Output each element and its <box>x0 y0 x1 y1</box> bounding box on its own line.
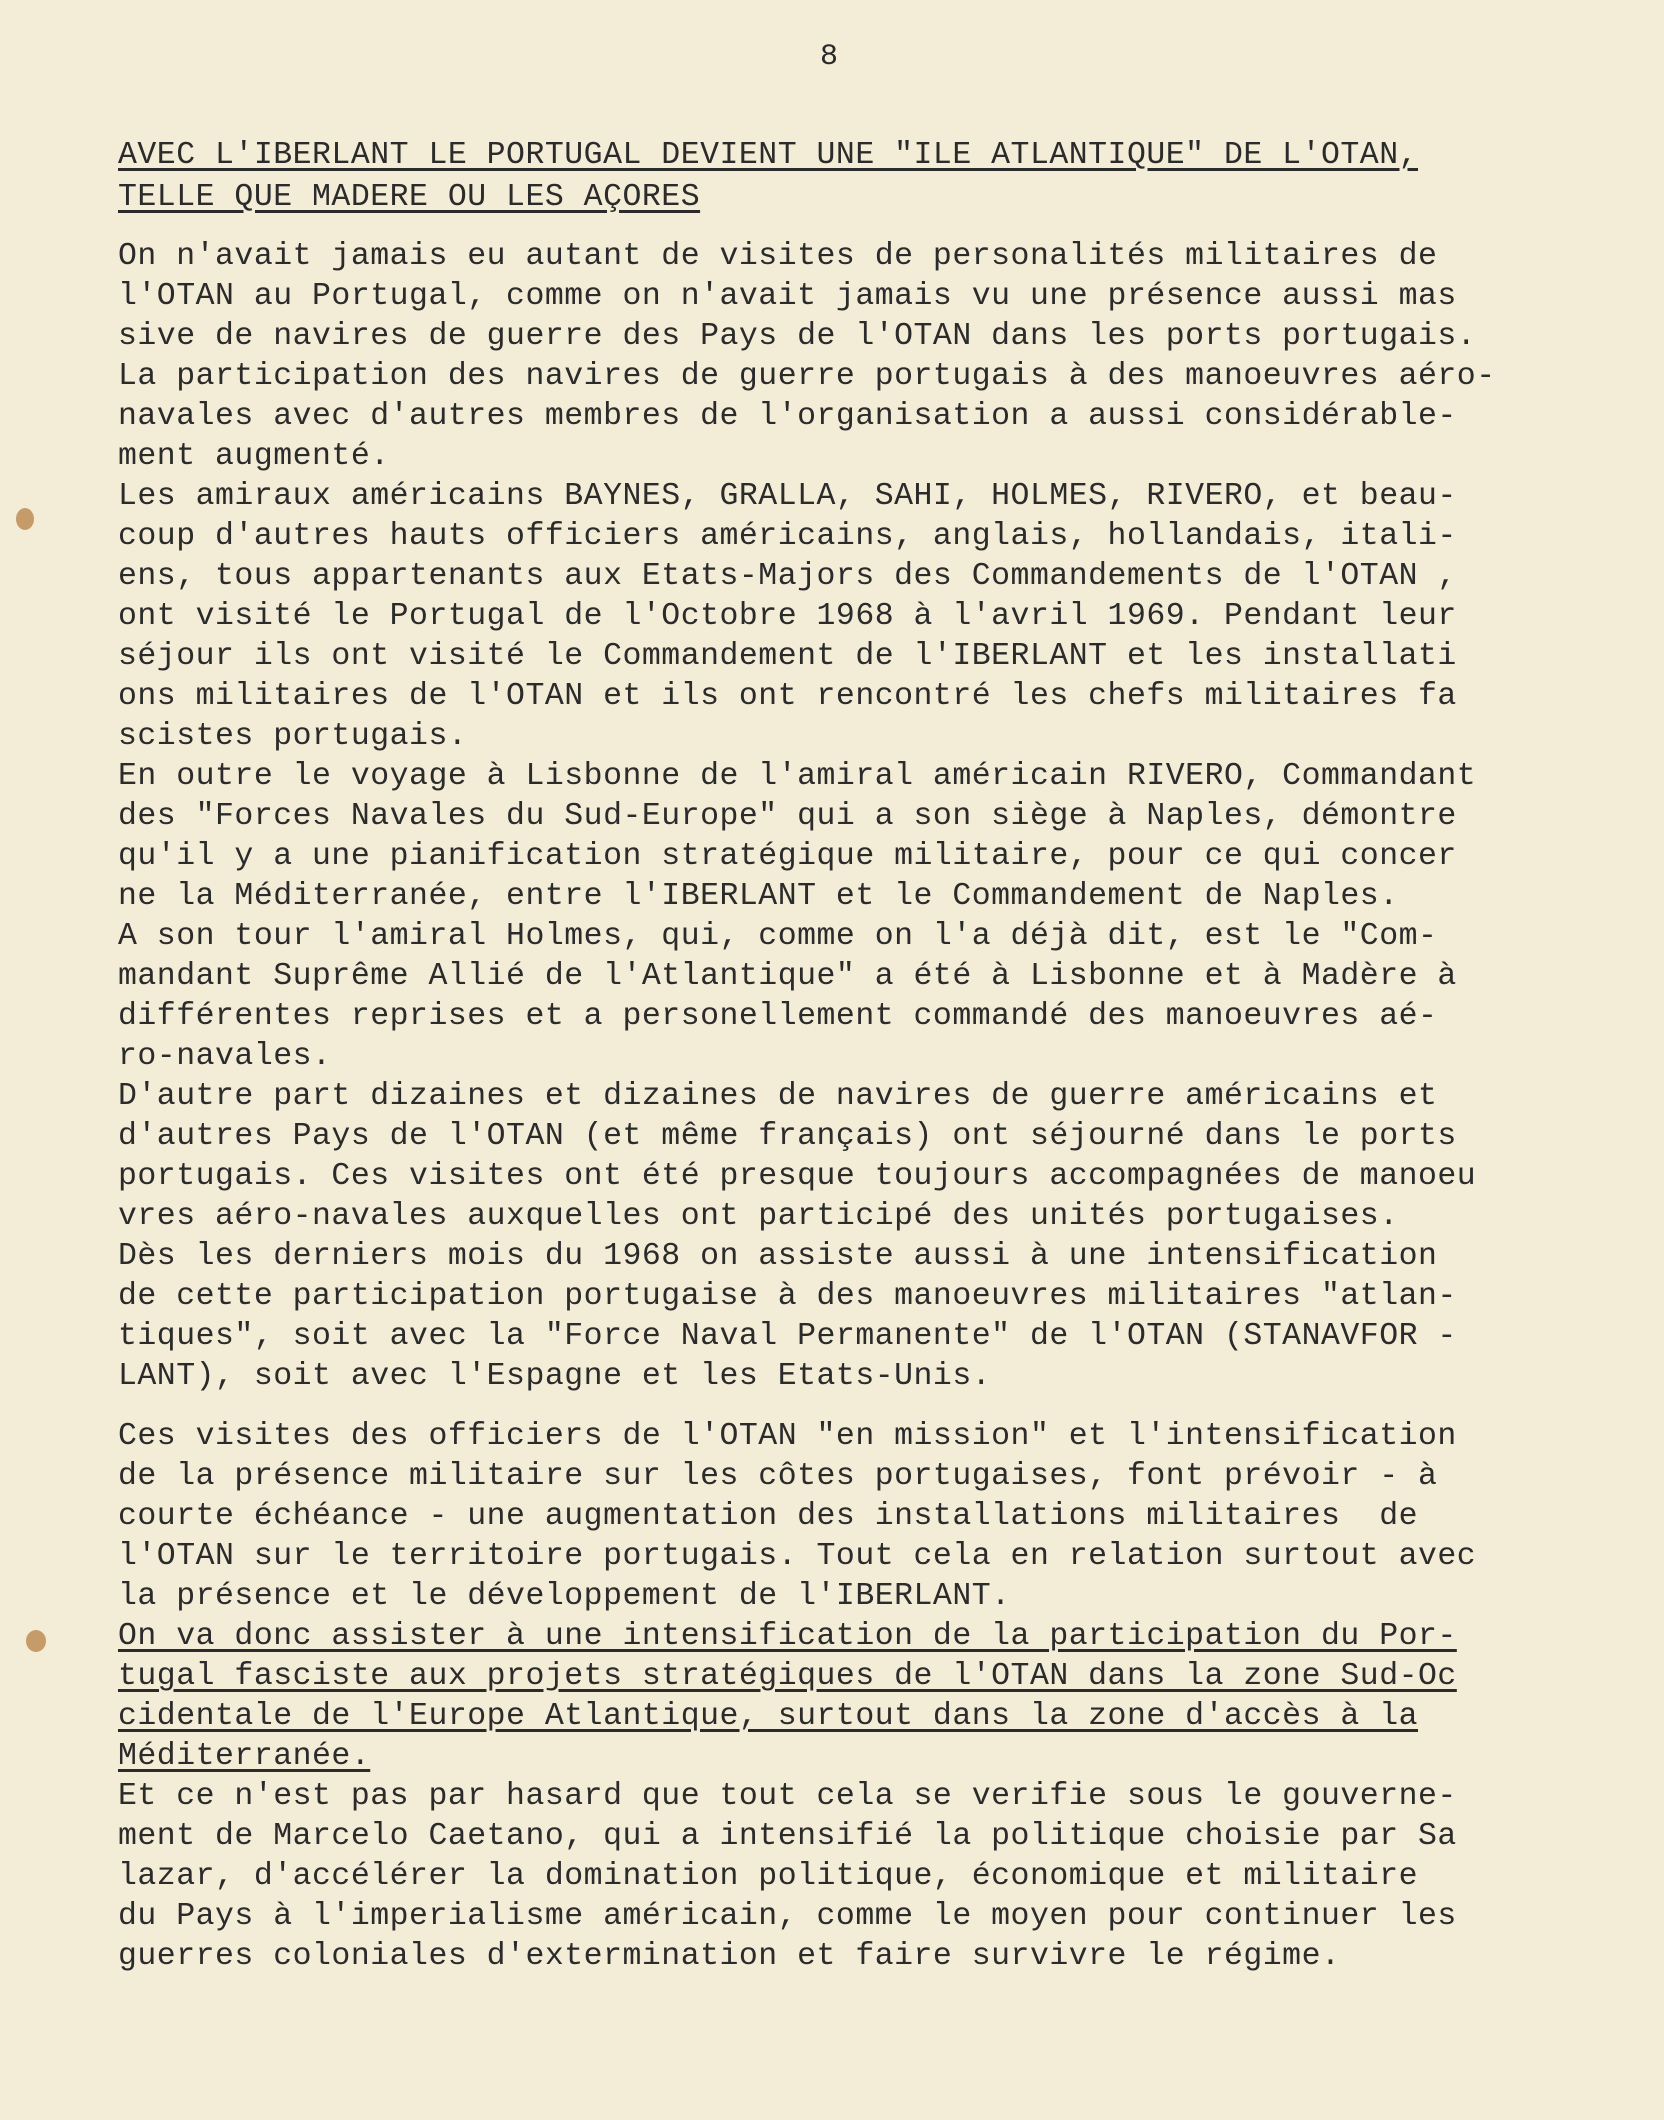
text-line: de la présence militaire sur les côtes portugaises, font prévoir - à <box>118 1459 1438 1494</box>
text-line: coup d'autres hauts officiers américains, anglais, hollandais, itali- <box>118 519 1457 554</box>
paragraph-2-underlined <box>118 1617 1568 1777</box>
text-line: mandant Suprême Allié de l'Atlantique" a été à Lisbonne et à Madère à <box>118 959 1457 994</box>
text-line: ons militaires de l'OTAN et ils ont rencontré les chefs militaires fa <box>118 679 1457 714</box>
text-line: vres aéro-navales auxquelles ont participé des unités portugaises. <box>118 1199 1399 1234</box>
text-line: différentes reprises et a personellement commandé des manoeuvres aé- <box>118 999 1438 1034</box>
text-line: Et ce n'est pas par hasard que tout cela se verifie sous le gouverne- <box>118 1779 1457 1814</box>
text-line: la présence et le développement de l'IBERLANT. <box>118 1579 1011 1614</box>
text-line: cidentale de l'Europe Atlantique, surtout dans la zone d'accès à la <box>118 1699 1419 1734</box>
text-line: Méditerranée. <box>118 1739 371 1774</box>
punch-hole-mark <box>26 1630 46 1652</box>
text-line: ne la Méditerranée, entre l'IBERLANT et le Commandement de Naples. <box>118 879 1399 914</box>
text-line: On n'avait jamais eu autant de visites de personalités militaires de <box>118 239 1438 274</box>
text-line: des "Forces Navales du Sud-Europe" qui a son siège à Naples, démontre <box>118 799 1457 834</box>
text-line: Dès les derniers mois du 1968 on assiste aussi à une intensification <box>118 1239 1438 1274</box>
text-line: Ces visites des officiers de l'OTAN "en mission" et l'intensification <box>118 1419 1457 1454</box>
title-line: AVEC L'IBERLANT LE PORTUGAL DEVIENT UNE "ILE ATLANTIQUE" DE L'OTAN, <box>118 138 1419 173</box>
text-line: de cette participation portugaise à des manoeuvres militaires "atlan- <box>118 1279 1457 1314</box>
paragraph-2 <box>118 1417 1568 1617</box>
text-line: qu'il y a une pianification stratégique militaire, pour ce qui concer <box>118 839 1457 874</box>
text-line: ont visité le Portugal de l'Octobre 1968 à l'avril 1969. Pendant leur <box>118 599 1457 634</box>
document-body <box>118 135 1568 1977</box>
punch-hole-mark <box>16 508 34 530</box>
text-line: guerres coloniales d'extermination et faire survivre le régime. <box>118 1939 1341 1974</box>
text-line: du Pays à l'imperialisme américain, comme le moyen pour continuer les <box>118 1899 1457 1934</box>
document-title <box>118 135 1568 219</box>
text-line: A son tour l'amiral Holmes, qui, comme on l'a déjà dit, est le "Com- <box>118 919 1438 954</box>
text-line: ment de Marcelo Caetano, qui a intensifié la politique choisie par Sa <box>118 1819 1457 1854</box>
text-line: D'autre part dizaines et dizaines de navires de guerre américains et <box>118 1079 1438 1114</box>
text-line: séjour ils ont visité le Commandement de l'IBERLANT et les installati <box>118 639 1457 674</box>
text-line: l'OTAN sur le territoire portugais. Tout cela en relation surtout avec <box>118 1539 1477 1574</box>
text-line: l'OTAN au Portugal, comme on n'avait jamais vu une présence aussi mas <box>118 279 1457 314</box>
text-line: scistes portugais. <box>118 719 468 754</box>
text-line: lazar, d'accélérer la domination politique, économique et militaire <box>118 1859 1419 1894</box>
text-line: sive de navires de guerre des Pays de l'OTAN dans les ports portugais. <box>118 319 1477 354</box>
text-line: ens, tous appartenants aux Etats-Majors des Commandements de l'OTAN , <box>118 559 1457 594</box>
title-line: TELLE QUE MADERE OU LES AÇORES <box>118 180 701 215</box>
text-line: La participation des navires de guerre portugais à des manoeuvres aéro- <box>118 359 1496 394</box>
text-line: portugais. Ces visites ont été presque toujours accompagnées de manoeu <box>118 1159 1477 1194</box>
text-line: ro-navales. <box>118 1039 332 1074</box>
text-line: Les amiraux américains BAYNES, GRALLA, SAHI, HOLMES, RIVERO, et beau- <box>118 479 1457 514</box>
text-line: tugal fasciste aux projets stratégiques de l'OTAN dans la zone Sud-Oc <box>118 1659 1457 1694</box>
paragraph-1 <box>118 237 1568 1397</box>
text-line: On va donc assister à une intensification de la participation du Por- <box>118 1619 1457 1654</box>
text-line: courte échéance - une augmentation des installations militaires de <box>118 1499 1419 1534</box>
text-line: navales avec d'autres membres de l'organisation a aussi considérable- <box>118 399 1457 434</box>
text-line: ment augmenté. <box>118 439 390 474</box>
page-number: 8 <box>820 40 839 74</box>
text-line: LANT), soit avec l'Espagne et les Etats-Unis. <box>118 1359 992 1394</box>
paragraph-3 <box>118 1777 1568 1977</box>
text-line: tiques", soit avec la "Force Naval Permanente" de l'OTAN (STANAVFOR - <box>118 1319 1457 1354</box>
text-line: En outre le voyage à Lisbonne de l'amiral américain RIVERO, Commandant <box>118 759 1477 794</box>
text-line: d'autres Pays de l'OTAN (et même français) ont séjourné dans le ports <box>118 1119 1457 1154</box>
